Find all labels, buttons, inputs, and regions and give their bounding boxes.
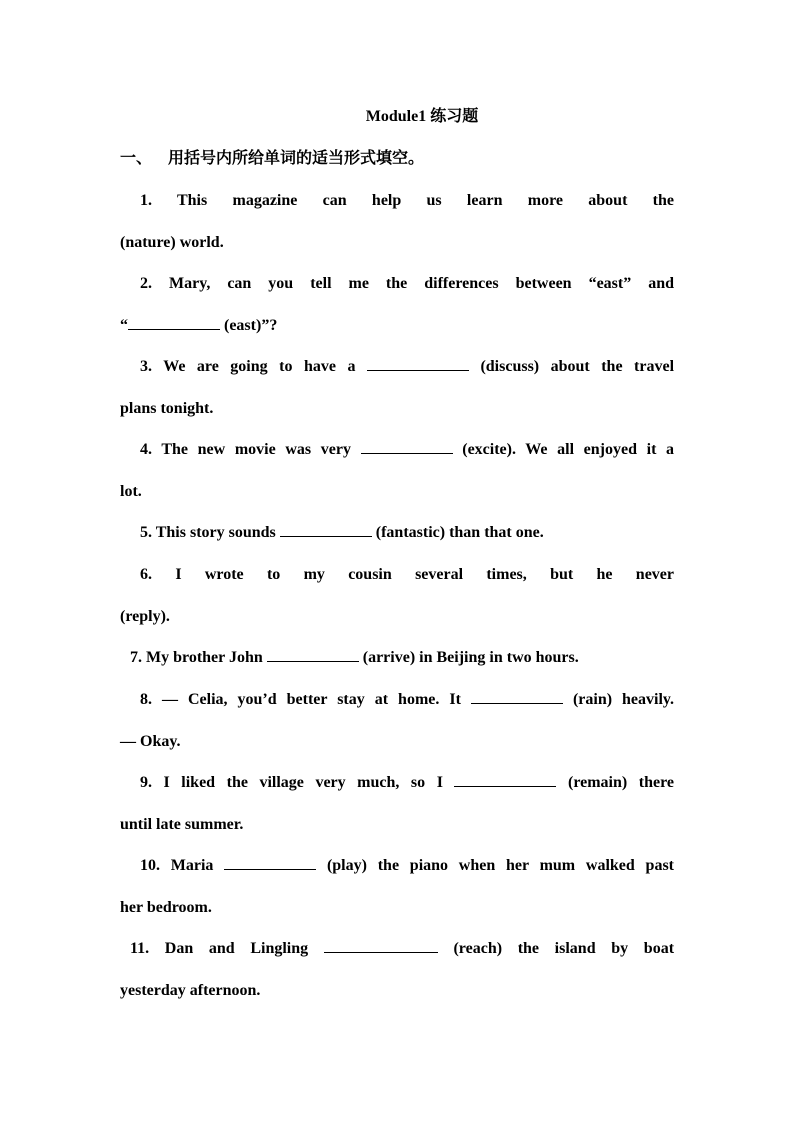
- question-text: (play) the piano when her mum walked past: [326, 857, 675, 874]
- answer-blank[interactable]: [367, 356, 469, 371]
- section-number: 一、: [120, 150, 153, 167]
- question-text: (excite). We all enjoyed it a: [462, 441, 675, 458]
- question-text: until late summer.: [120, 815, 244, 833]
- question-text: Maria: [170, 857, 214, 874]
- answer-blank[interactable]: [361, 439, 453, 454]
- question-1: [120, 180, 674, 263]
- question-number: 7.: [130, 649, 142, 666]
- question-text: (remain) there: [567, 774, 674, 791]
- question-text: her bedroom.: [120, 898, 212, 916]
- question-5: [120, 512, 674, 554]
- answer-blank[interactable]: [267, 647, 359, 662]
- section-instruction: 用括号内所给单词的适当形式填空。: [168, 150, 425, 167]
- question-text: (rain) heavily.: [572, 691, 675, 708]
- question-text: We are going to have a: [163, 358, 356, 375]
- section-heading: [120, 148, 424, 170]
- question-text: I wrote to my cousin several times, but he never: [175, 566, 675, 583]
- question-11: [120, 928, 674, 1011]
- question-3: [120, 346, 674, 429]
- question-number: 9.: [140, 774, 152, 791]
- question-7: [120, 637, 674, 679]
- answer-blank[interactable]: [324, 938, 438, 953]
- question-9: [120, 762, 674, 845]
- question-number: 6.: [140, 566, 152, 583]
- question-number: 8.: [140, 691, 152, 708]
- answer-blank[interactable]: [128, 315, 220, 330]
- question-text: lot.: [120, 482, 142, 500]
- question-text: — Celia, you’d better stay at home. It: [162, 691, 461, 708]
- question-number: 2.: [140, 275, 152, 292]
- page-title: Module1 练习题: [365, 108, 479, 125]
- question-number: 3.: [140, 358, 152, 375]
- question-text: This magazine can help us learn more about the: [176, 192, 674, 209]
- question-text: (east)”?: [220, 316, 278, 334]
- question-text: (arrive) in Beijing in two hours.: [358, 649, 579, 666]
- question-text: My brother John: [146, 649, 263, 666]
- question-8: [120, 679, 674, 762]
- question-number: 4.: [140, 441, 152, 458]
- question-text: yesterday afternoon.: [120, 981, 261, 999]
- question-text: Dan and Lingling: [164, 940, 309, 957]
- question-text: (discuss) about the travel: [480, 358, 675, 375]
- question-text: (nature) world.: [120, 233, 224, 251]
- question-text: (reply).: [120, 607, 170, 625]
- answer-blank[interactable]: [224, 855, 316, 870]
- answer-blank[interactable]: [454, 772, 556, 787]
- question-text: plans tonight.: [120, 399, 214, 417]
- question-2: [120, 263, 674, 346]
- question-number: 1.: [140, 192, 152, 209]
- question-text: The new movie was very: [161, 441, 351, 458]
- question-text: This story sounds: [155, 524, 276, 541]
- question-text: (fantastic) than that one.: [371, 524, 544, 541]
- question-text: (reach) the island by boat: [453, 940, 675, 957]
- question-number: 5.: [140, 524, 152, 541]
- answer-blank[interactable]: [280, 522, 372, 537]
- question-number: 11.: [130, 940, 150, 957]
- question-number: 10.: [140, 857, 160, 874]
- question-6: [120, 554, 674, 637]
- question-4: [120, 429, 674, 512]
- question-text: Mary, can you tell me the differences between “east” and: [169, 275, 675, 292]
- question-10: [120, 845, 674, 928]
- answer-blank[interactable]: [471, 689, 563, 704]
- question-text: “: [120, 316, 128, 334]
- question-text: — Okay.: [120, 732, 181, 750]
- question-text: I liked the village very much, so I: [163, 774, 443, 791]
